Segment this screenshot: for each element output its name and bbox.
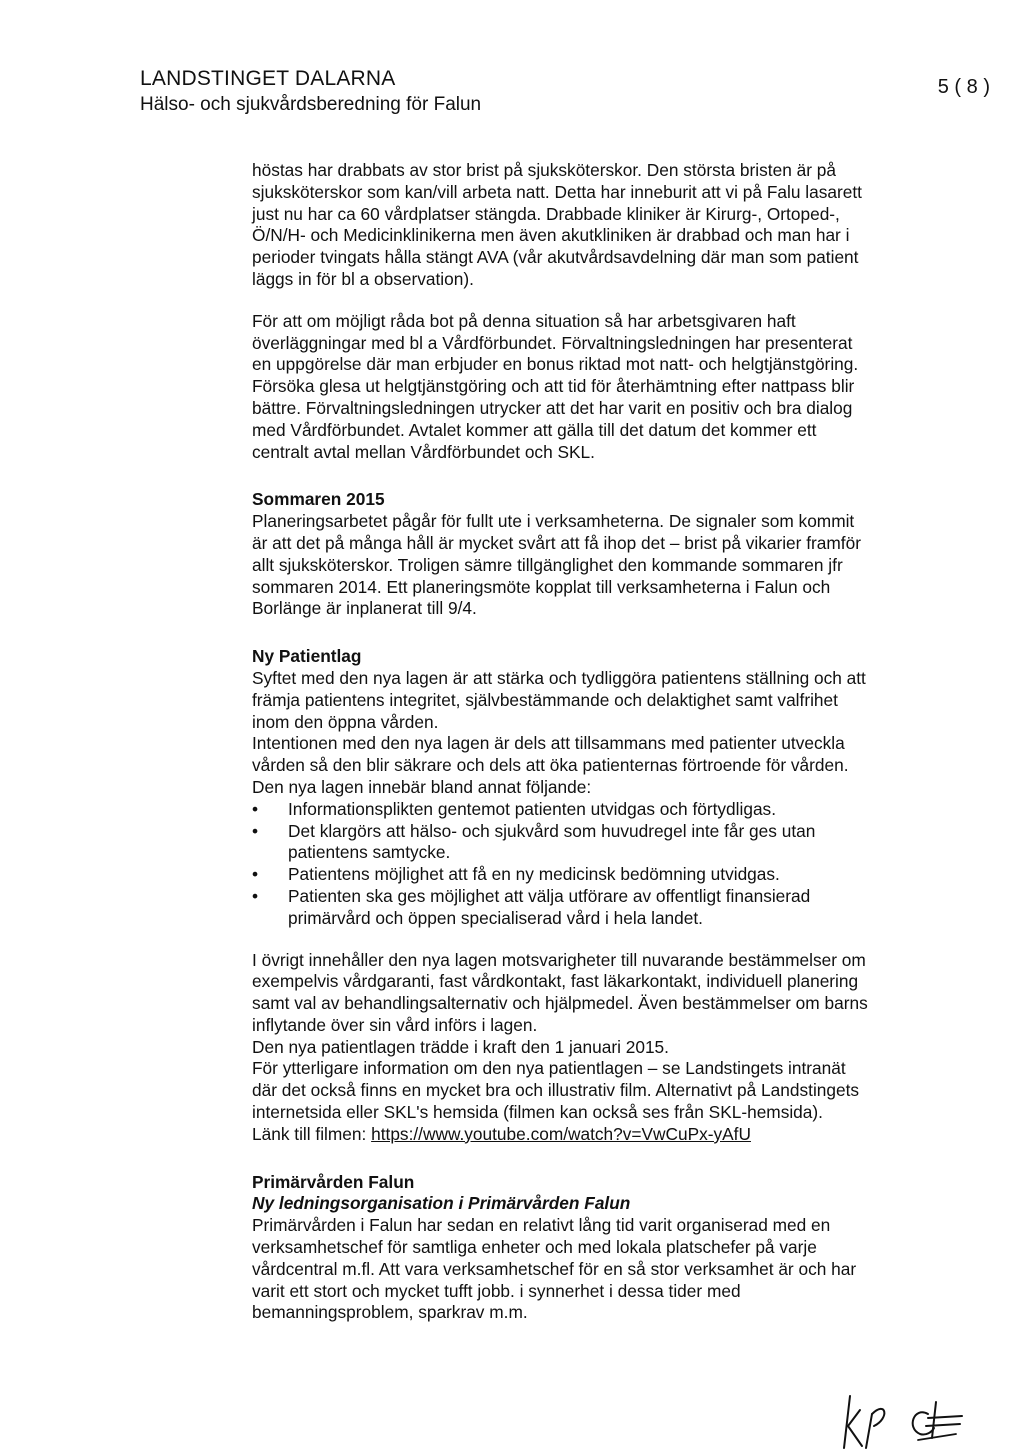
heading-patient-law: Ny Patientlag [252,646,362,667]
text-line: Ö/N/H- och Medicinklinikerna men även akutkliniken är drabbad och man har i [252,225,850,246]
paragraph-patient-law-more [252,950,952,1146]
text-line: just nu har ca 60 vårdplatser stängda. Drabbade kliniker är Kirurg-, Ortoped-, [252,203,840,224]
text-line: Försöka glesa ut helgtjänstgöring och att tid för återhämtning efter nattpass blir [252,376,855,397]
text-line: inom den öppna vården. [252,711,439,732]
paragraph-nurse-shortage [252,160,952,291]
text-line: Borlänge är inplanerat till 9/4. [252,598,477,619]
bullet-item [252,821,952,865]
heading-summer-2015: Sommaren 2015 [252,489,385,510]
text-line: I övrigt innehåller den nya lagen motsvarigheter till nuvarande bestämmelser om [252,949,866,970]
handwritten-initials-signature [836,1388,966,1452]
text-line: För ytterligare information om den nya patientlagen – se Landstingets intranät [252,1058,846,1079]
text-line: För att om möjligt råda bot på denna situation så har arbetsgivaren haft [252,310,796,331]
bullet-item [252,886,952,930]
page-number: 5 ( 8 ) [937,76,990,98]
text-line: sjuksköterskor som kan/vill arbeta natt. Detta har inneburit att vi på Falu lasarett [252,181,862,202]
text-line: Informationsplikten gentemot patienten utvidgas och förtydligas. [288,798,777,819]
text-line: Den nya lagen innebär bland annat följande: [252,776,592,797]
paragraph-primary-care [252,1215,952,1324]
paragraph-negotiations [252,311,952,464]
film-link[interactable]: https://www.youtube.com/watch?v=VwCuPx-yAfU [371,1123,751,1144]
text-line: internetsida eller SKL's hemsida (filmen kan också ses från SKL-hemsida). [252,1102,823,1123]
text-line: centralt avtal mellan Vårdförbundet och SKL. [252,441,595,462]
text-line: allt sjuksköterskor. Troligen sämre tillgänglighet den kommande sommaren jfr [252,554,843,575]
text-line: en uppgörelse där man erbjuder en bonus riktad mot natt- och helgtjänstgöring. [252,354,859,375]
text-line: sommaren 2014. Ett planeringsmöte kopplat till verksamheterna i Falun och [252,576,831,597]
bullet-item [252,864,952,886]
text-line: varit ett stort och mycket tufft jobb. i synnerhet i dessa tider med [252,1280,741,1301]
text-line: läggs in för bl a observation). [252,268,474,289]
text-line: bemanningsproblem, sparkrav m.m. [252,1302,528,1323]
text-line: där det också finns en mycket bra och illustrativ film. Alternativt på Landstingets [252,1080,860,1101]
text-line: samt val av behandlingsalternativ och hjälpmedel. Även bestämmelser om barns [252,993,868,1014]
text-line: Det klargörs att hälso- och sjukvård som huvudregel inte får ges utan [288,820,816,841]
text-line: Primärvården i Falun har sedan en relativt lång tid varit organiserad med en [252,1215,831,1236]
paragraph-patient-law [252,668,952,799]
text-line: vårdcentral m.fl. Att vara verksamhetschef för en så stor verksamhet är och har [252,1258,857,1279]
text-line: Patientens möjlighet att få en ny medicinsk bedömning utvidgas. [288,864,780,885]
text-line: höstas har drabbats av stor brist på sjuksköterskor. Den största bristen är på [252,160,836,180]
text-line: vården så den blir säkrare och dels att öka patienternas förtroende för vården. [252,755,849,776]
heading-primary-care: Primärvården Falun [252,1171,415,1192]
text-line: Patienten ska ges möjlighet att välja utförare av offentligt finansierad [288,885,811,906]
text-line: primärvård och öppen specialiserad vård i hela landet. [288,907,703,928]
text-line: Syftet med den nya lagen är att stärka och tydliggöra patientens ställning och att [252,667,866,688]
subheading-primary-care: Ny ledningsorganisation i Primärvården Falun [252,1193,631,1214]
paragraph-summer-2015 [252,511,952,620]
page-header [140,66,990,117]
text-line: exempelvis vårdgaranti, fast vårdkontakt, fast läkarkontakt, individuell planering [252,971,859,992]
text-line: inflytande över sin vård införs i lagen. [252,1014,538,1035]
organization-name: LANDSTINGET DALARNA [140,67,396,90]
text-line: överläggningar med bl a Vårdförbundet. Förvaltningsledningen har presenterat [252,332,853,353]
text-line: verksamhetschef för samtliga enheter och med lokala platschefer på varje [252,1237,817,1258]
text-line: perioder tvingats hålla stängt AVA (vår akutvårdsavdelning där man som patient [252,247,859,268]
text-line: Intentionen med den nya lagen är dels att tillsammans med patienter utveckla [252,733,845,754]
text-line: med Vårdförbundet. Avtalet kommer att gälla till det datum det kommer ett [252,419,817,440]
patient-law-bullet-list [252,799,952,930]
text-line: Den nya patientlagen trädde i kraft den 1 januari 2015. [252,1036,669,1057]
text-line: patientens samtycke. [288,842,451,863]
text-line: Planeringsarbetet pågår för fullt ute i verksamheterna. De signaler som kommit [252,511,855,532]
text-line: är att det på många håll är mycket svårt att få ihop det – brist på vikarier framför [252,532,861,553]
text-line: bättre. Förvaltningsledningen utrycker att det har varit en positiv och bra dialog [252,397,853,418]
film-link-label: Länk till filmen: [252,1123,372,1144]
text-line: främja patientens integritet, självbestämmande och delaktighet samt valfrihet [252,689,838,710]
bullet-item [252,799,952,821]
board-name: Hälso- och sjukvårdsberedning för Falun [140,94,482,115]
document-body [252,160,952,1324]
